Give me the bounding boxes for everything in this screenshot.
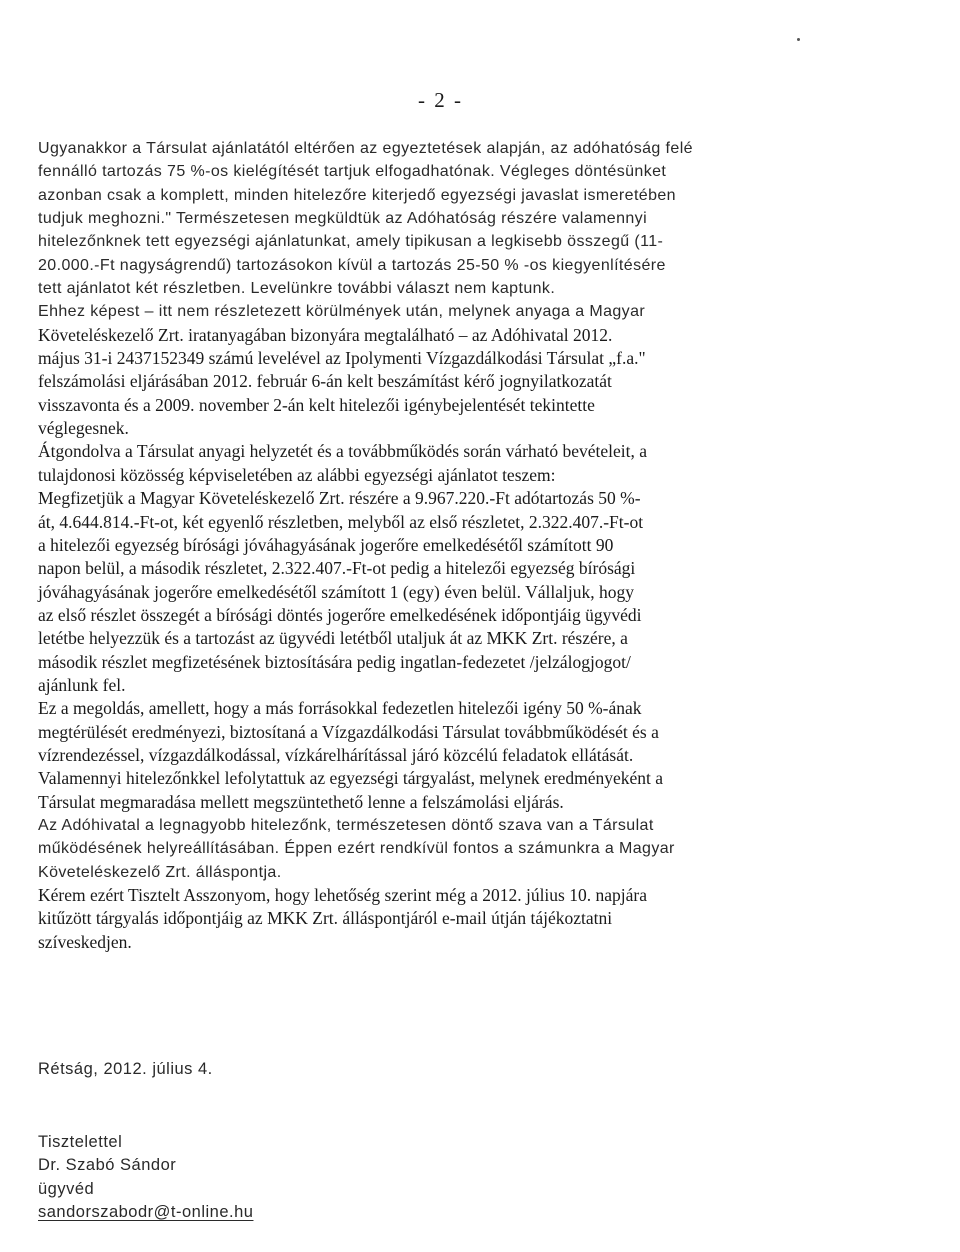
signer-name: Dr. Szabó Sándor	[38, 1156, 177, 1175]
body-line: Követeléskezelő Zrt. álláspontja.	[38, 863, 282, 881]
body-line: az első részlet összegét a bírósági döntés jogerőre emelkedésének időpontjáig ügyvédi	[38, 604, 642, 625]
body-line: ajánlunk fel.	[38, 674, 126, 695]
body-line: vízrendezéssel, vízgazdálkodással, vízkárelhárítással járó közcélú feladatok ellátását.	[38, 744, 634, 765]
signature-block	[38, 1131, 438, 1224]
body-line: Megfizetjük a Magyar Követeléskezelő Zrt. részére a 9.967.220.-Ft adótartozás 50 %-	[38, 488, 641, 509]
place-date: Rétság, 2012. július 4.	[38, 1060, 213, 1078]
body-line: 20.000.-Ft nagyságrendű) tartozásokon kívül a tartozás 25-50 % -os kiegyenlítésére	[38, 256, 666, 274]
body-line: véglegesnek.	[38, 418, 129, 439]
body-line: át, 4.644.814.-Ft-ot, két egyenlő részletben, melyből az első részletet, 2.322.407.-Ft-ot	[38, 511, 644, 532]
body-line: visszavonta és a 2009. november 2-án kelt hitelezői igénybejelentését tekintette	[38, 394, 595, 415]
body-line: megtérülését eredményezi, biztosítaná a Vízgazdálkodási Társulat továbbműködését és a	[38, 721, 659, 742]
body-line: Átgondolva a Társulat anyagi helyzetét és a továbbműködés során várható bevételeit, a	[38, 441, 648, 462]
body-line: szíveskedjen.	[38, 931, 132, 952]
signer-email-link[interactable]: sandorszabodr@t-online.hu	[38, 1203, 254, 1222]
letter-body	[38, 137, 828, 954]
body-line: a hitelezői egyezség bírósági jóváhagyásának jogerőre emelkedésétől számított 90	[38, 534, 614, 555]
page-number: - 2 -	[418, 88, 463, 112]
body-line: hitelezőnknek tett egyezségi ajánlatunkat, amely tipikusan a legkisebb összegű (11-	[38, 233, 664, 251]
body-line: Ez a megoldás, amellett, hogy a más forrásokkal fedezetlen hitelezői igény 50 %-ának	[38, 698, 642, 719]
body-line: tudjuk meghozni." Természetesen megküldtük az Adóhatóság részére valamennyi	[38, 210, 648, 228]
body-line: Ugyanakkor a Társulat ajánlatától eltérően az egyeztetések alapján, az adóhatóság felé	[38, 140, 693, 157]
place-date-block	[38, 1058, 438, 1081]
body-line: fennálló tartozás 75 %-os kielégítését tartjuk elfogadhatónak. Végleges döntésünket	[38, 163, 667, 181]
body-line: működésének helyreállításában. Éppen ezért rendkívül fontos a számunkra a Magyar	[38, 840, 675, 858]
body-line: kitűzött tárgyalás időpontjáig az MKK Zrt. álláspontjáról e-mail útján tájékoztatni	[38, 908, 613, 929]
body-line: tett ajánlatot két részletben. Levelünkre további választ nem kaptunk.	[38, 280, 556, 298]
body-line: Valamennyi hitelezőnkkel lefolytattuk az egyezségi tárgyalást, melynek eredményeként a	[38, 768, 664, 789]
body-line: Ehhez képest – itt nem részletezett körülmények után, melynek anyaga a Magyar	[38, 303, 646, 321]
body-line: felszámolási eljárásában 2012. február 6-án kelt beszámítást kérő jognyilatkozatát	[38, 371, 612, 392]
body-line: Társulat megmaradása mellett megszüntethető lenne a felszámolási eljárás.	[38, 791, 564, 812]
body-line: azonban csak a komplett, minden hitelezőre kiterjedő egyezségi javaslat ismeretében	[38, 186, 676, 204]
body-line: Kérem ezért Tisztelt Asszonyom, hogy lehetőség szerint még a 2012. július 10. napjára	[38, 885, 647, 905]
closing-salutation: Tisztelettel	[38, 1133, 123, 1151]
body-line: második részlet megfizetésének biztosítására pedig ingatlan-fedezetet /jelzálogjogot/	[38, 651, 631, 672]
body-line: május 31-i 2437152349 számú levelével az Ipolymenti Vízgazdálkodási Társulat „f.a."	[38, 348, 646, 369]
body-line: jóváhagyásának jogerőre emelkedésétől számított 1 (egy) éven belül. Vállaljuk, hogy	[38, 581, 634, 602]
body-line: tulajdonosi közösség képviseletében az alábbi egyezségi ajánlatot teszem:	[38, 464, 556, 485]
signer-title: ügyvéd	[38, 1179, 95, 1198]
scan-speck	[797, 38, 800, 41]
body-line: Követeléskezelő Zrt. iratanyagában bizonyára megtalálható – az Adóhivatal 2012.	[38, 324, 613, 345]
body-line: letétbe helyezzük és a tartozást az ügyvédi letétből utaljuk át az MKK Zrt. részére, a	[38, 628, 628, 649]
body-line: napon belül, a második részletet, 2.322.407.-Ft-ot pedig a hitelezői egyezség bírósági	[38, 558, 636, 579]
body-line: Az Adóhivatal a legnagyobb hitelezőnk, természetesen döntő szava van a Társulat	[38, 816, 654, 834]
